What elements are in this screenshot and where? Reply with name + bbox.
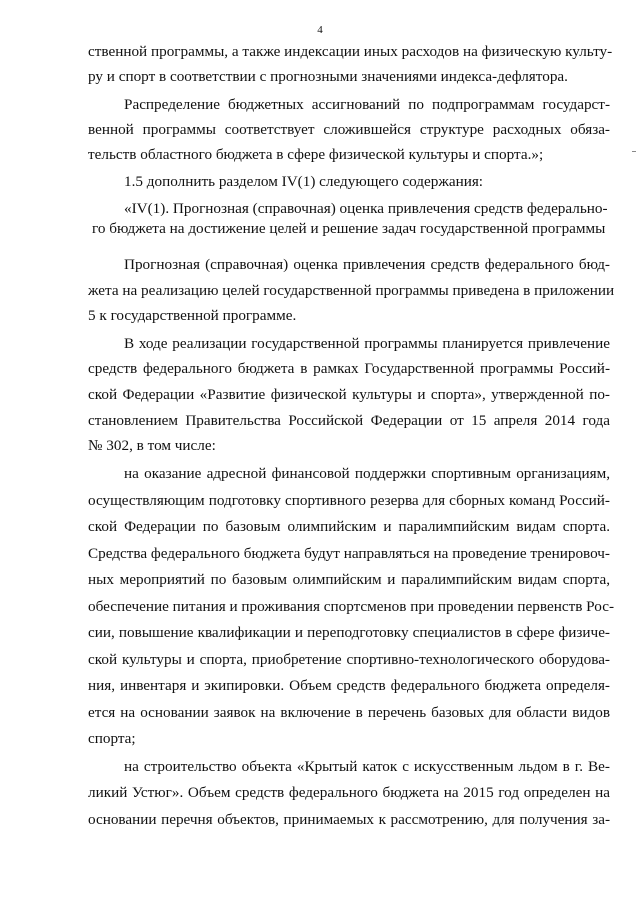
text-line: ется на основании заявок на включение в перечень базовых для области видов — [88, 704, 610, 721]
text-line: Прогнозная (справочная) оценка привлечения средств федерального бюд- — [124, 256, 610, 273]
text-line: ской Федерации по базовым олимпийским и паралимпийским видам спорта. — [88, 518, 610, 535]
text-line: ных мероприятий по базовым олимпийским и паралимпийским видам спорта, — [88, 571, 610, 588]
text-line: спорта; — [88, 730, 136, 747]
section-heading: го бюджета на достижение целей и решение задач государственной программы — [92, 220, 606, 237]
text-line: ликий Устюг». Объем средств федерального бюджета на 2015 год определен на — [88, 784, 610, 801]
text-line: ру и спорт в соответствии с прогнозными значениями индекса-дефлятора. — [88, 68, 568, 85]
text-line: ской культуры и спорта, приобретение спортивно-технологического оборудова- — [88, 651, 610, 668]
text-line: венной программы соответствует сложившейся структуре расходных обяза- — [88, 121, 610, 138]
text-line: 1.5 дополнить разделом IV(1) следующего содержания: — [124, 173, 484, 190]
text-line: на строительство объекта «Крытый каток с искусственным льдом в г. Ве- — [124, 758, 610, 775]
text-line: обеспечение питания и проживания спортсменов при проведении первенств Рос- — [88, 598, 615, 615]
text-line: тельств областного бюджета в сфере физической культуры и спорта.»; — [88, 146, 544, 163]
text-line: ской Федерации «Развитие физической культуры и спорта», утвержденной по- — [88, 386, 610, 403]
text-line: основании перечня объектов, принимаемых к рассмотрению, для получения за- — [88, 811, 610, 828]
text-line: Средства федерального бюджета будут направляться на проведение тренировоч- — [88, 545, 610, 562]
text-line: становлением Правительства Российской Федерации от 15 апреля 2014 года — [88, 412, 610, 429]
text-line: жета на реализацию целей государственной программы приведена в приложении — [88, 282, 615, 299]
text-line: сии, повышение квалификации и переподготовку специалистов в сфере физиче- — [88, 624, 610, 641]
text-line: средств федерального бюджета в рамках Государственной программы Россий- — [88, 360, 610, 377]
section-heading: «IV(1). Прогнозная (справочная) оценка привлечения средств федерально- — [124, 200, 608, 217]
text-line: осуществляющим подготовку спортивного резерва для сборных команд Россий- — [88, 492, 610, 509]
scan-margin-mark — [632, 151, 636, 152]
text-line: на оказание адресной финансовой поддержки спортивным организациям, — [124, 465, 610, 482]
text-line: В ходе реализации государственной программы планируется привлечение — [124, 335, 610, 352]
page-number: 4 — [317, 24, 323, 36]
text-line: ственной программы, а также индексации иных расходов на физическую культу- — [88, 43, 613, 60]
text-line: Распределение бюджетных ассигнований по подпрограммам государст- — [124, 96, 610, 113]
text-line: 5 к государственной программе. — [88, 307, 297, 324]
text-line: ния, инвентаря и экипировки. Объем средств федерального бюджета определя- — [88, 677, 610, 694]
text-line: № 302, в том числе: — [88, 437, 216, 454]
